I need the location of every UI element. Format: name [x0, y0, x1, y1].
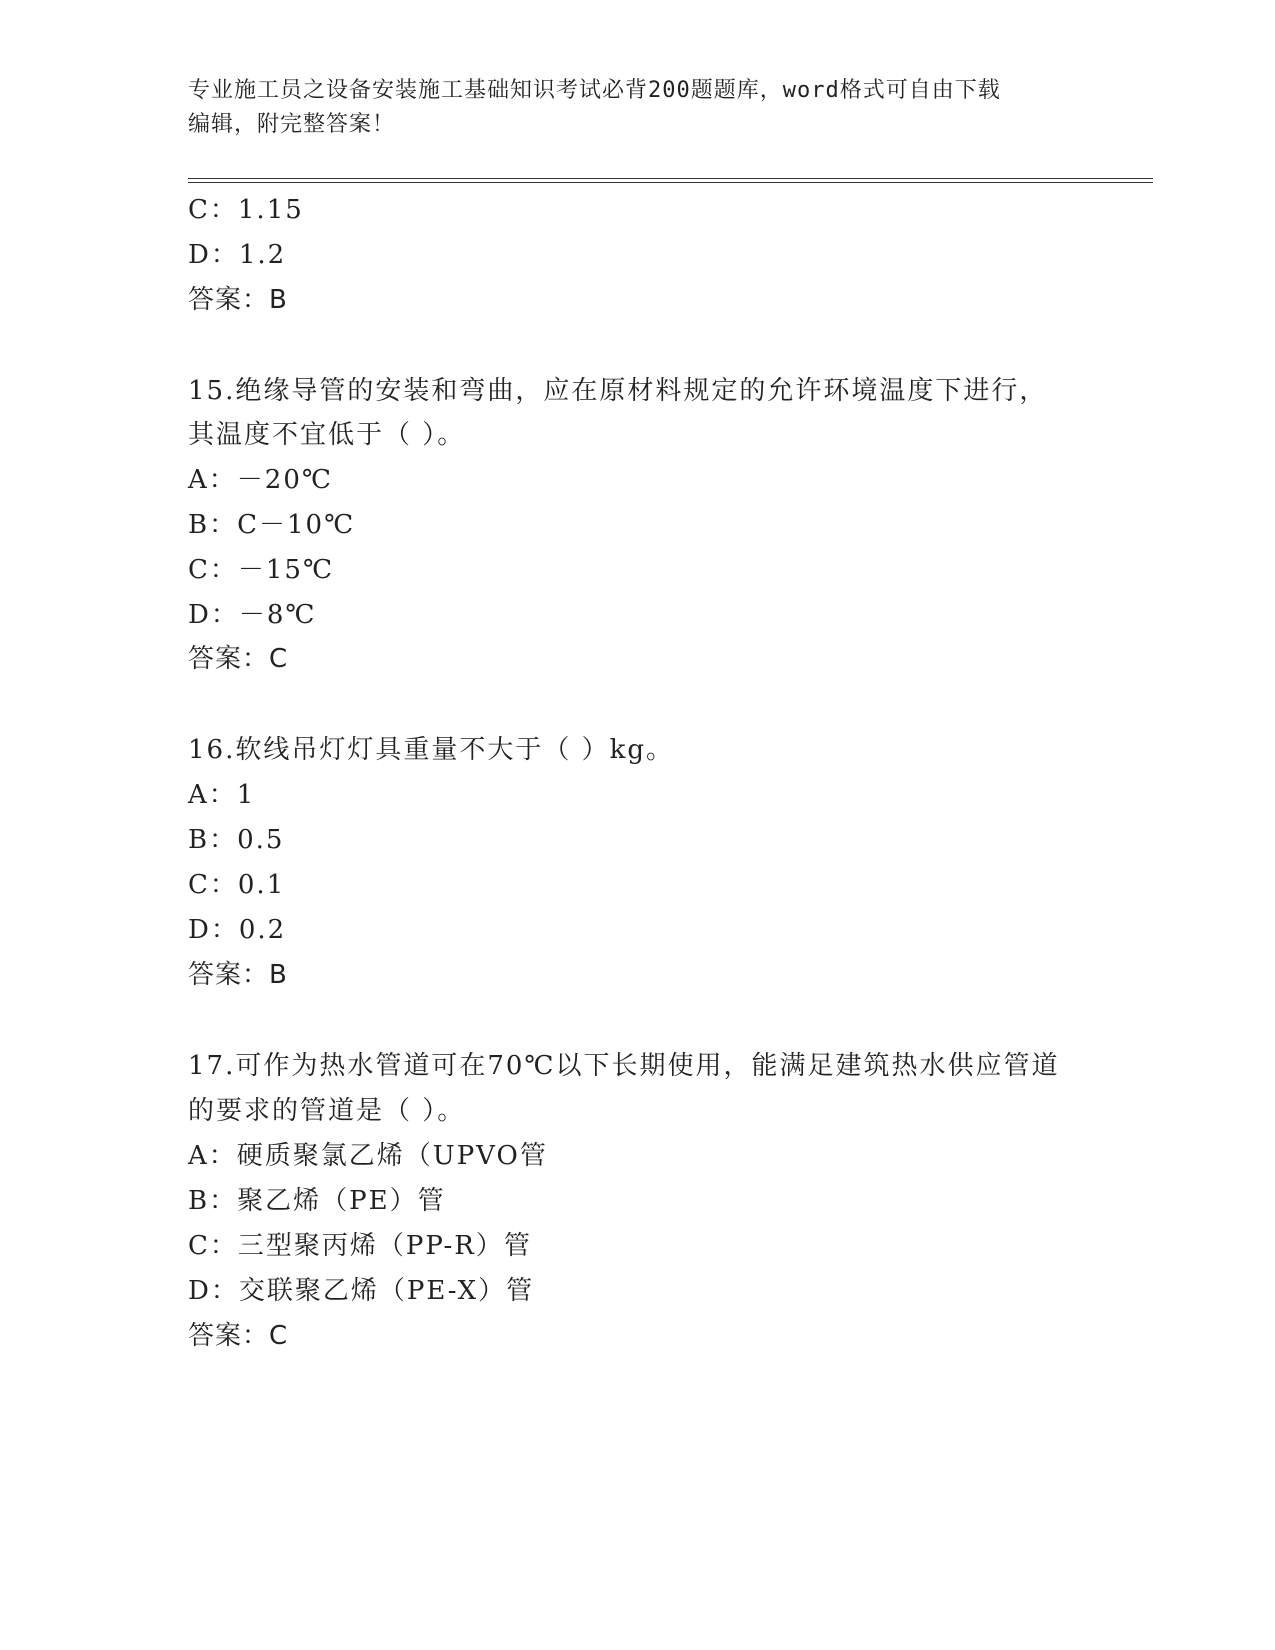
- q17-stem-line-1: 17.可作为热水管道可在70℃以下长期使用，能满足建筑热水供应管道: [188, 1051, 1060, 1081]
- q14-option-c: C：1.15: [188, 195, 304, 225]
- q17-option-b: B：聚乙烯（PE）管: [188, 1186, 446, 1216]
- q16-option-d: D：0.2: [188, 915, 287, 945]
- q15-answer: 答案：C: [188, 644, 289, 674]
- q15-option-a: A：－20℃: [188, 465, 333, 495]
- q16-option-c: C：0.1: [188, 870, 286, 900]
- q14-answer: 答案：B: [188, 285, 288, 315]
- q16-stem-line-1: 16.软线吊灯灯具重量不大于（ ）kg。: [188, 735, 675, 765]
- q14-option-d: D：1.2: [188, 240, 287, 270]
- q17-answer: 答案：C: [188, 1321, 289, 1351]
- q16-option-b: B：0.5: [188, 825, 285, 855]
- header-divider-top: [188, 178, 1153, 179]
- q17-option-d: D：交联聚乙烯（PE-X）管: [188, 1276, 535, 1306]
- q17-option-c: C：三型聚丙烯（PP-R）管: [188, 1231, 532, 1261]
- q15-option-d: D：－8℃: [188, 600, 317, 630]
- q16-option-a: A：1: [188, 780, 256, 810]
- q16-answer: 答案：B: [188, 960, 288, 990]
- q17-option-a: A：硬质聚氯乙烯（UPVO管: [188, 1141, 548, 1171]
- q15-stem-line-1: 15.绝缘导管的安装和弯曲，应在原材料规定的允许环境温度下进行，: [188, 376, 1048, 406]
- header-title-line-1: 专业施工员之设备安装施工基础知识考试必背200题题库，word格式可自由下载: [188, 78, 1001, 103]
- q15-option-b: B：C－10℃: [188, 510, 356, 540]
- header-title-line-2: 编辑，附完整答案！: [188, 112, 396, 137]
- q15-option-c: C：－15℃: [188, 555, 335, 585]
- document-header: [188, 74, 1088, 142]
- header-divider-bottom: [188, 182, 1153, 183]
- q15-stem-line-2: 其温度不宜低于（ ）。: [188, 420, 466, 450]
- q17-stem-line-2: 的要求的管道是（ ）。: [188, 1096, 466, 1126]
